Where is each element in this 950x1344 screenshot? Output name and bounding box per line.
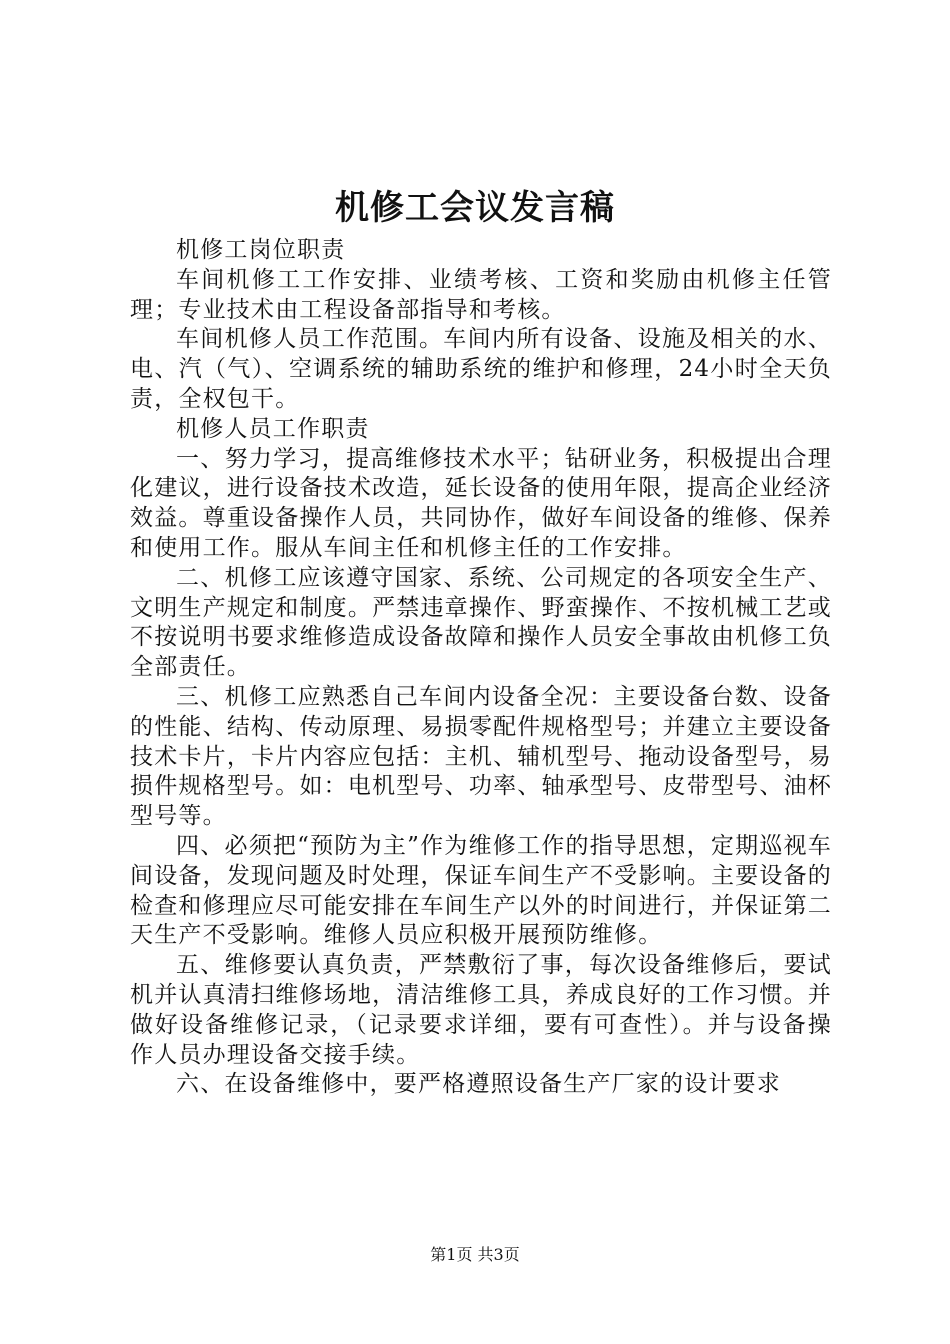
document-title: 机修工会议发言稿 [335,188,615,228]
paragraph-heading-staff-duties: 机修人员工作职责 [176,415,370,442]
paragraph: 二、机修工应该遵守国家、系统、公司规定的各项安全生产、文明生产规定和制度。严禁违章操作、野蛮操作、不按机械工艺或不按说明书要求维修造成设备故障和操作人员安全事故由机修工负全部责任。 [130,564,832,681]
paragraph: 一、努力学习，提高维修技术水平；钻研业务，积极提出合理化建议，进行设备技术改造，延长设备的使用年限，提高企业经济效益。尊重设备操作人员，共同协作，做好车间设备的维修、保养和使用工作。服从车间主任和机修主任的工作安排。 [130,445,832,561]
paragraph: 三、机修工应熟悉自己车间内设备全况：主要设备台数、设备的性能、结构、传动原理、易损零配件规格型号；并建立主要设备技术卡片，卡片内容应包括：主机、辅机型号、拖动设备型号，易损件规格型号。如：电机型号、功率、轴承型号、皮带型号、油杯型号等。 [130,683,832,830]
paragraph-heading-job-duties: 机修工岗位职责 [176,237,346,263]
paragraph: 六、在设备维修中，要严格遵照设备生产厂家的设计要求 [176,1071,781,1098]
paragraph: 车间机修人员工作范围。车间内所有设备、设施及相关的水、电、汽（气）、空调系统的辅助系统的维护和修理，24小时全天负责，全权包干。 [130,326,832,412]
document-body [130,236,832,1100]
page-number-footer: 第1页 共3页 [430,1245,520,1264]
paragraph: 车间机修工工作安排、业绩考核、工资和奖励由机修主任管理；专业技术由工程设备部指导和考核。 [130,266,832,323]
paragraph: 四、必须把“预防为主”作为维修工作的指导思想，定期巡视车间设备，发现问题及时处理，保证车间生产不受影响。主要设备的检查和修理应尽可能安排在车间生产以外的时间进行，并保证第二天生产不受影响。维修人员应积极开展预防维修。 [130,832,832,949]
paragraph: 五、维修要认真负责，严禁敷衍了事，每次设备维修后，要试机并认真清扫维修场地，清洁维修工具，养成良好的工作习惯。并做好设备维修记录，（记录要求详细，要有可查性）。并与设备操作人员办理设备交接手续。 [130,952,832,1068]
